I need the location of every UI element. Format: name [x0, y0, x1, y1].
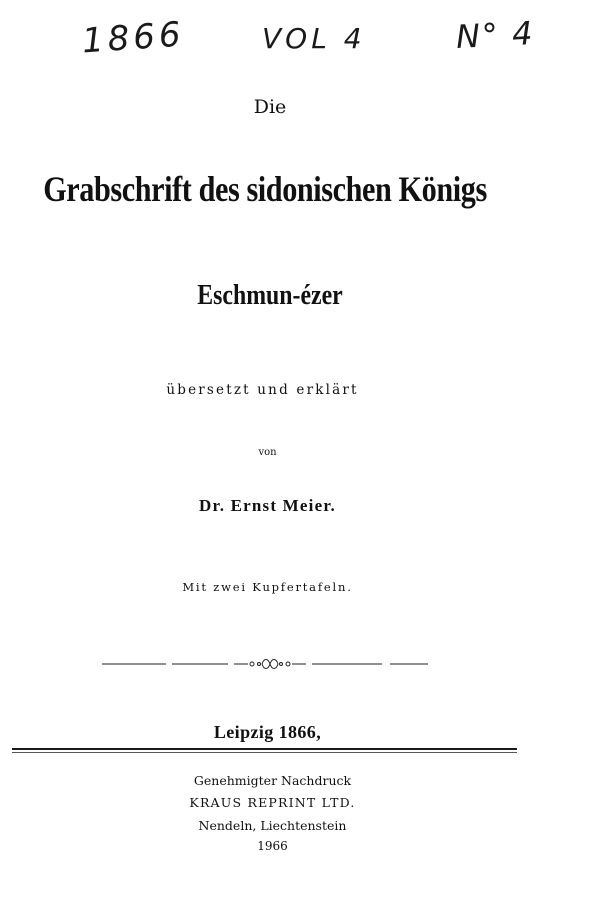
- reprint-publisher: KRAUS REPRINT LTD.: [189, 795, 356, 810]
- by-label: von: [258, 447, 277, 458]
- main-title: Grabschrift des sidonischen Königs: [43, 169, 487, 209]
- title-article: Die: [253, 96, 287, 118]
- ornamental-divider: [100, 656, 430, 672]
- king-name: Eschmun-ézer: [197, 280, 343, 311]
- subtitle: übersetzt und erklärt: [166, 382, 359, 398]
- reprint-year: 1966: [257, 839, 288, 853]
- separator-rule: [12, 748, 517, 750]
- handwritten-volume: VOL 4: [262, 22, 366, 55]
- place-and-year: Leipzig 1866,: [213, 722, 322, 742]
- reprint-line-1: Genehmigter Nachdruck: [193, 773, 352, 788]
- author-name: Dr. Ernst Meier.: [199, 496, 336, 515]
- handwritten-number: N° 4: [455, 13, 536, 57]
- plates-note: Mit zwei Kupfertafeln.: [182, 580, 353, 594]
- reprint-location: Nendeln, Liechtenstein: [198, 818, 347, 833]
- separator-rule-thin: [12, 752, 517, 753]
- handwritten-year: 1866: [80, 14, 186, 62]
